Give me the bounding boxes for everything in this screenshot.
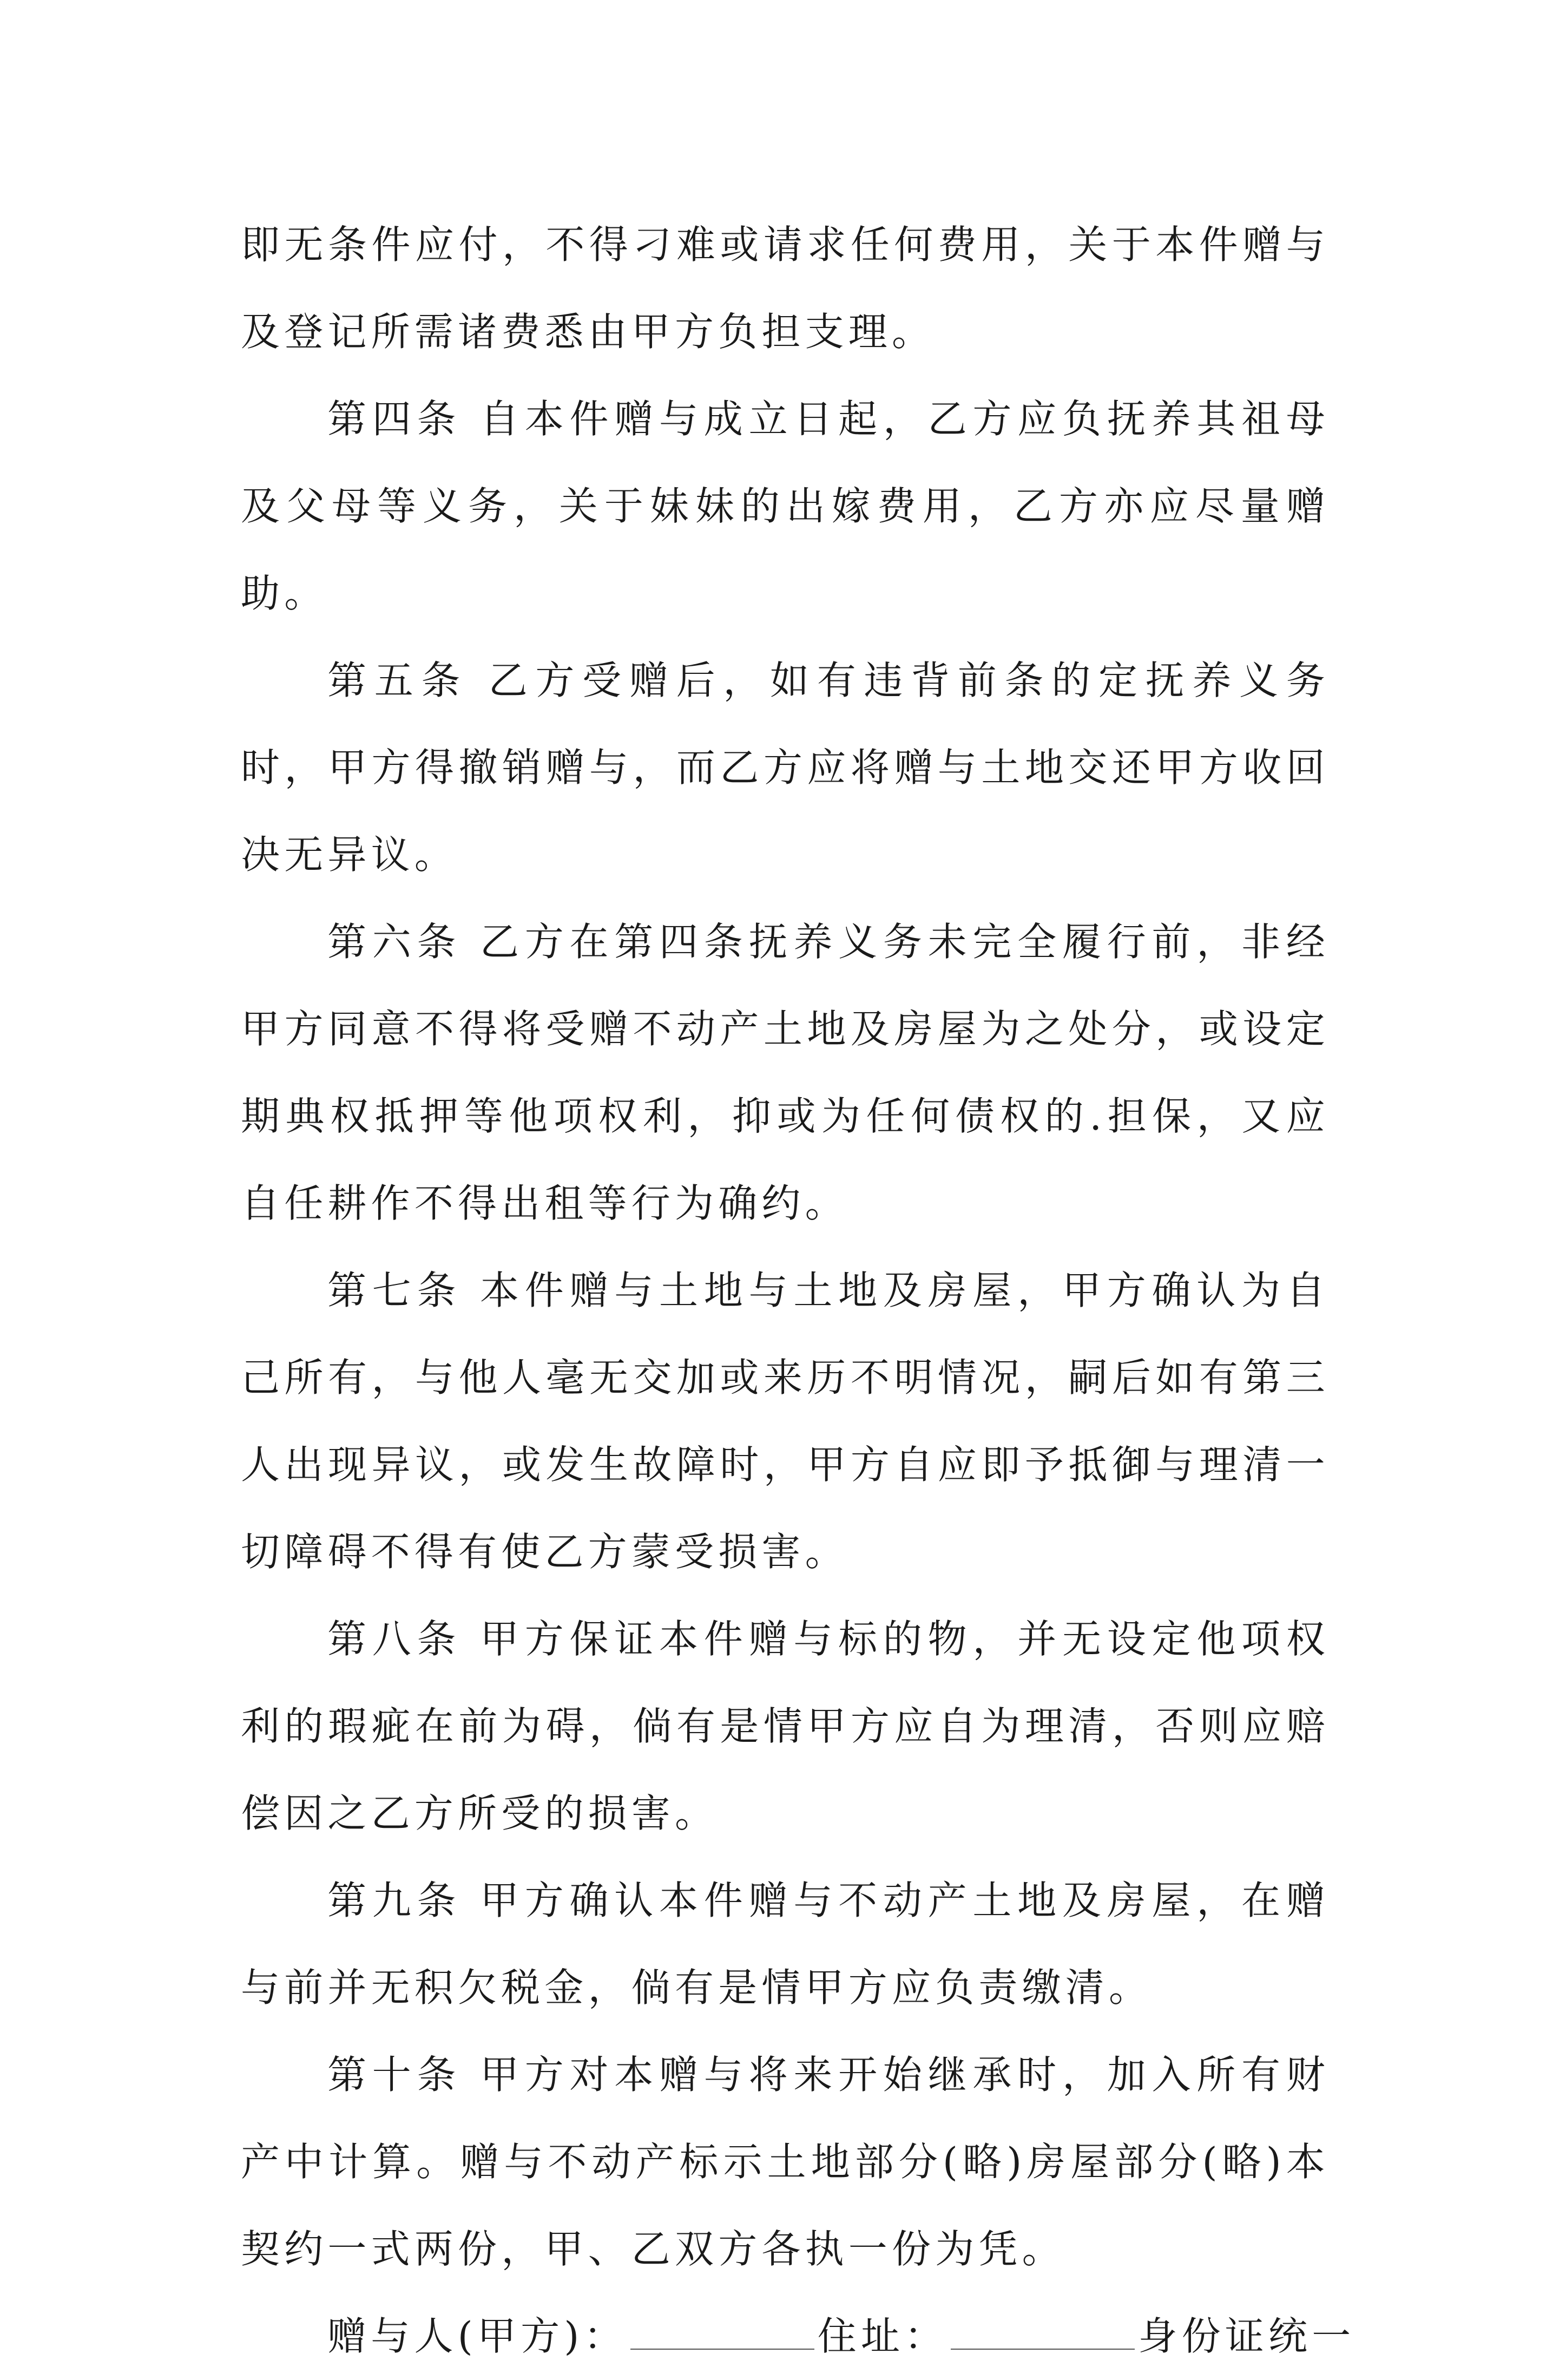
article-4-paragraph: 第四条 自本件赠与成立日起，乙方应负抚养其祖母及父母等义务，关于妹妹的出嫁费用，乙方亦应尽量赠助。 bbox=[241, 396, 1330, 616]
article-9-paragraph: 第九条 甲方确认本件赠与不动产土地及房屋，在赠与前并无积欠税金，倘有是情甲方应负责缴清。 bbox=[241, 1878, 1330, 2010]
signature-line bbox=[241, 2293, 1356, 2380]
donor-name-blank bbox=[630, 2316, 814, 2350]
continuation-paragraph: 即无条件应付，不得刁难或请求任何费用，关于本件赠与及登记所需诸费悉由甲方负担支理。 bbox=[241, 222, 1330, 355]
address-label: 住址： bbox=[817, 2313, 948, 2359]
id-label: 身份证统一 bbox=[1138, 2313, 1356, 2359]
address-blank bbox=[951, 2316, 1135, 2350]
donor-label: 赠与人(甲方)： bbox=[327, 2313, 627, 2359]
article-8-paragraph: 第八条 甲方保证本件赠与标的物，并无设定他项权利的瑕疵在前为碍，倘有是情甲方应自为理清，否则应赔偿因之乙方所受的损害。 bbox=[241, 1616, 1330, 1836]
article-6-paragraph: 第六条 乙方在第四条抚养义务未完全履行前，非经甲方同意不得将受赠不动产土地及房屋为之处分，或设定期典权抵押等他项权利，抑或为任何债权的.担保，又应自任耕作不得出租等行为确约。 bbox=[241, 919, 1330, 1226]
article-10-paragraph: 第十条 甲方对本赠与将来开始继承时，加入所有财产中计算。赠与不动产标示土地部分(略)房屋部分(略)本契约一式两份，甲、乙双方各执一份为凭。 bbox=[241, 2052, 1330, 2272]
article-7-paragraph: 第七条 本件赠与土地与土地及房屋，甲方确认为自己所有，与他人毫无交加或来历不明情况，嗣后如有第三人出现异议，或发生故障时，甲方自应即予抵御与理清一切障碍不得有使乙方蒙受损害。 bbox=[241, 1268, 1330, 1575]
article-5-paragraph: 第五条 乙方受赠后，如有违背前条的定抚养义务时，甲方得撤销赠与，而乙方应将赠与土地交还甲方收回决无异议。 bbox=[241, 658, 1330, 877]
contract-body bbox=[241, 201, 1356, 2380]
